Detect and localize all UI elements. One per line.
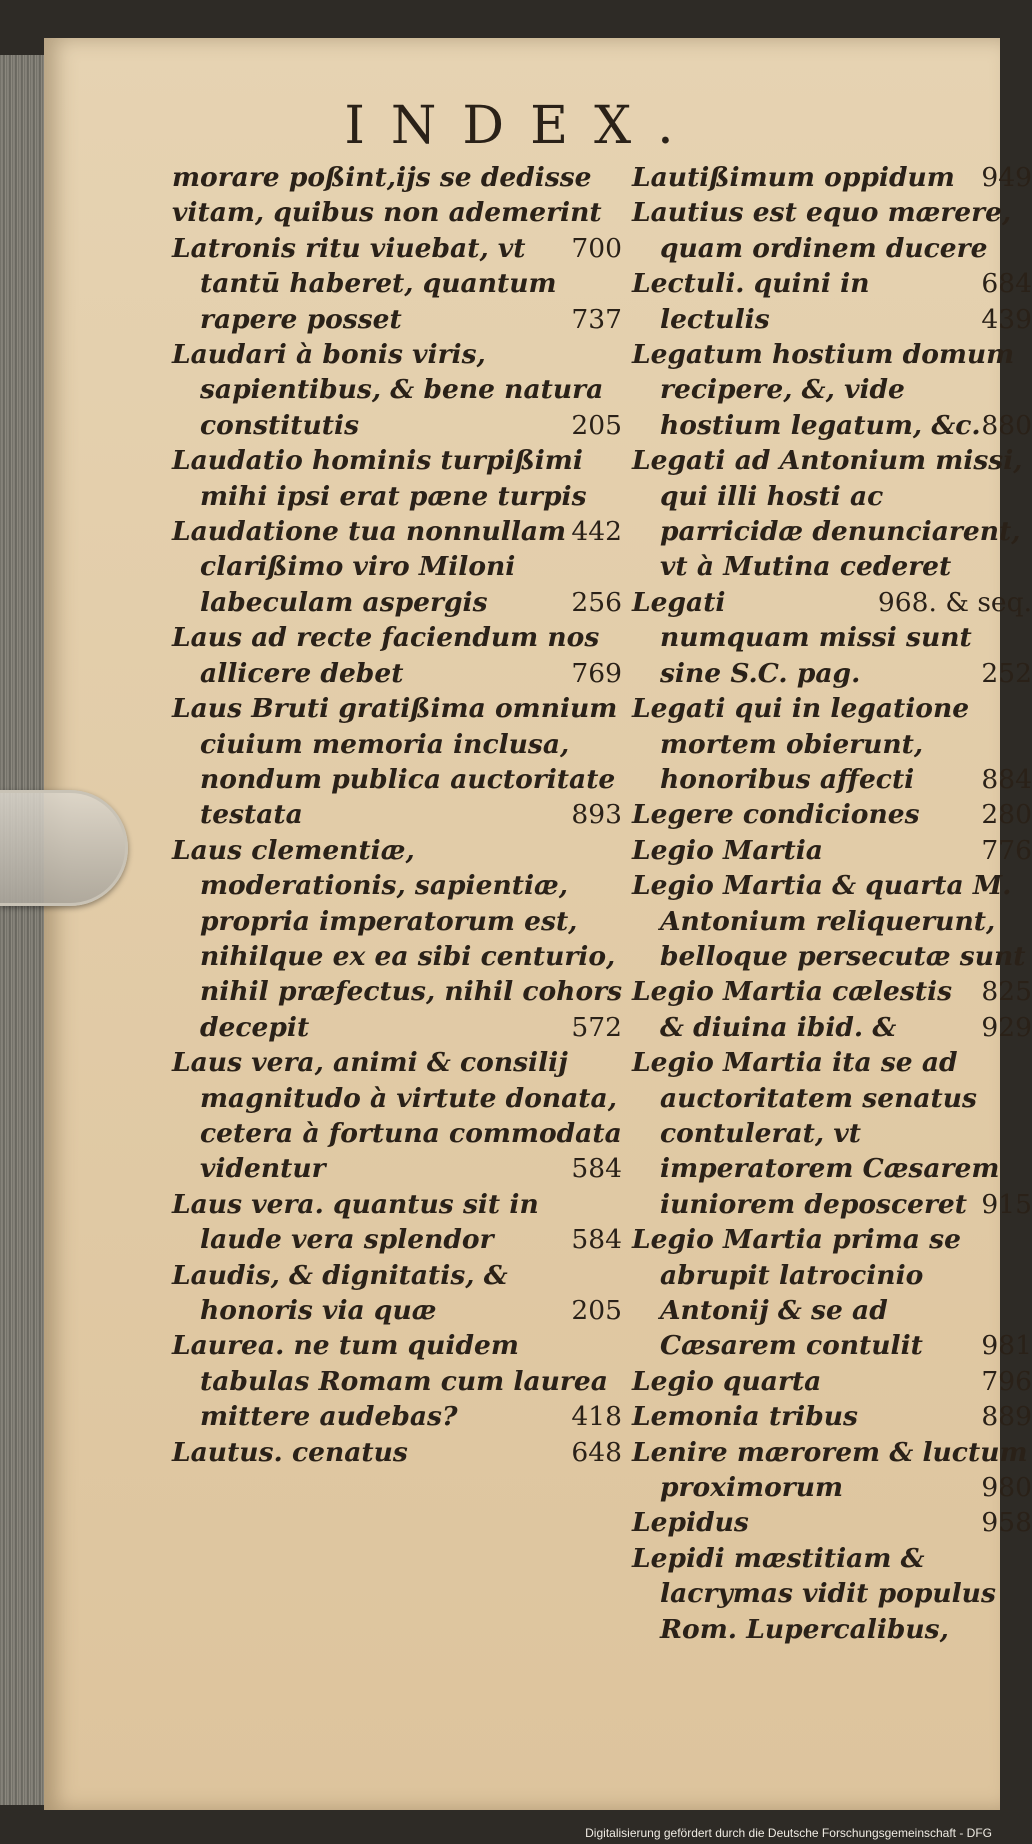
- footer-credit: Digitalisierung gefördert durch die Deutsche Forschungsgemeinschaft - DFG: [585, 1826, 992, 1840]
- page-title: INDEX.: [344, 96, 700, 156]
- entry-page: 915: [981, 1188, 1032, 1220]
- index-entry: [632, 266, 1032, 337]
- entry-text: Lenire mærorem & luctum proximorum: [632, 1436, 1028, 1504]
- entry-page: 442: [571, 516, 622, 548]
- entry-text: Lautißimum oppidum: [632, 162, 955, 193]
- entry-text: Legati qui in legatione mortem obierunt, honoribus affecti: [632, 693, 970, 795]
- entry-text: Latronis ritu viuebat, vt tantū haberet, quantum rapere posset: [172, 232, 557, 335]
- entry-text: Laudari à bonis viris, sapientibus, & bene natura constitutis: [172, 339, 604, 441]
- entry-page: 648: [571, 1436, 622, 1468]
- index-entry: [632, 1541, 1032, 1647]
- entry-page: 252: [981, 657, 1032, 689]
- entry-text: Laus vera. quantus sit in laude vera splendor: [172, 1188, 539, 1256]
- entry-text: Legio Martia: [632, 834, 823, 866]
- entry-page: 825: [981, 976, 1032, 1008]
- index-entry: [172, 337, 622, 443]
- entry-text: Legio quarta: [632, 1365, 822, 1397]
- index-entry: [172, 1187, 622, 1258]
- entry-page: 769: [571, 657, 622, 689]
- entry-page: 205: [571, 409, 622, 441]
- entry-text: Lepidi mæstitiam & lacrymas vidit populus Rom. Lupercalibus,: [632, 1542, 996, 1645]
- index-entry: [172, 1328, 622, 1434]
- entry-page: 572: [571, 1011, 622, 1043]
- index-column-left: [172, 160, 622, 1470]
- index-entry: [172, 691, 622, 833]
- entry-page: 889: [981, 1401, 1032, 1433]
- entry-text: Legio Martia ita se ad auctoritatem senatus contulerat, vt imperatorem Cæsarem iuniorem deposceret: [632, 1047, 1000, 1220]
- index-entry: [172, 160, 622, 264]
- index-entry: [632, 691, 1032, 797]
- index-entry: [172, 231, 622, 337]
- index-entry: [632, 1045, 1032, 1222]
- entry-text: Laudis, & dignitatis, & honoris via quæ: [172, 1259, 508, 1326]
- index-entry: [632, 1435, 1032, 1506]
- entry-page: 584: [571, 1224, 622, 1256]
- entry-text: Lemonia tribus: [632, 1401, 858, 1433]
- index-entry: [172, 514, 622, 620]
- entry-text: Laudatio hominis turpißimi mihi ipsi erat pæne turpis: [172, 445, 587, 512]
- entry-page: 958: [981, 1507, 1032, 1539]
- entry-text: Laus vera, animi & consilij magnitudo à virtute donata, cetera à fortuna commodata videntur: [172, 1047, 622, 1185]
- index-entry: [632, 443, 1032, 618]
- index-entry: [632, 1505, 1032, 1540]
- index-entry: [632, 868, 1032, 1008]
- entry-page: 418: [571, 1401, 622, 1433]
- index-entry: [632, 797, 1032, 832]
- entry-text: Legatum hostium domum recipere, &, vide hostium legatum, &c.: [632, 339, 1015, 441]
- entry-text: Lautus. cenatus: [172, 1436, 408, 1468]
- entry-text: Laurea. ne tum quidem tabulas Romam cum laurea mittere audebas?: [172, 1330, 608, 1433]
- index-entry: [172, 1258, 622, 1329]
- index-entry: [172, 1045, 622, 1187]
- entry-page: 893: [571, 799, 622, 831]
- entry-page: 700: [571, 232, 622, 264]
- entry-text: Laus ad recte faciendum nos allicere debet: [172, 622, 600, 689]
- entry-text: Legere condiciones: [632, 799, 920, 831]
- entry-text: Laudatione tua nonnullam clarißimo viro Miloni labeculam aspergis: [172, 516, 567, 618]
- index-entry: [172, 443, 622, 548]
- entry-page: 981: [981, 1330, 1032, 1362]
- entry-text: Legio Martia & quarta M. Antonium reliquerunt, belloque persecutæ sunt: [632, 870, 1026, 972]
- entry-text: Legio Martia prima se abrupit latrocinio Antonij & se ad Cæsarem contulit: [632, 1224, 961, 1362]
- entry-page: 949: [981, 162, 1032, 193]
- entry-text: Lepidus: [632, 1507, 749, 1539]
- entry-page: 980: [981, 1472, 1032, 1504]
- entry-page: 737: [571, 303, 622, 335]
- entry-page: 776: [981, 834, 1032, 866]
- entry-page: 929: [981, 1011, 1032, 1043]
- index-entry: [632, 1222, 1032, 1364]
- entry-page: 280: [981, 799, 1032, 831]
- entry-text: Laus Bruti gratißima omnium ciuium memoria inclusa, nondum publica auctoritate testata: [172, 693, 618, 831]
- entry-page: 584: [571, 1153, 622, 1185]
- index-entry: [632, 585, 1032, 691]
- index-entry: [632, 337, 1032, 443]
- entry-text: Legati ad Antonium missi, qui illi hosti ac parricidæ denunciarent, vt à Mutina cederet: [632, 445, 1023, 583]
- entry-page: 796: [981, 1365, 1032, 1397]
- index-entry: [172, 1435, 622, 1470]
- index-entry: [632, 1399, 1032, 1434]
- book-page: [44, 38, 1032, 1810]
- entry-page: 205: [571, 1295, 622, 1326]
- entry-page: 684: [981, 268, 1032, 300]
- entry-text: Lectuli. quini in lectulis: [632, 268, 870, 335]
- index-entry: [632, 1364, 1032, 1399]
- entry-text: Lautius est equo mærere, quam ordinem ducere: [632, 197, 1012, 264]
- entry-page: 884: [981, 763, 1032, 795]
- index-entry: [632, 195, 1032, 300]
- index-entry: [632, 974, 1032, 1045]
- index-entry: [172, 833, 622, 1045]
- entry-text: morare poßint,ijs se dedisse vitam, quibus non ademerint: [172, 162, 602, 229]
- index-entry: [632, 833, 1032, 868]
- index-entry: [172, 620, 622, 691]
- entry-text: Legati numquam missi sunt sine S.C. pag.: [632, 586, 972, 689]
- index-column-right: [632, 160, 1032, 1647]
- entry-page: 256: [571, 586, 622, 618]
- entry-page: 439: [981, 303, 1032, 335]
- index-entry: [632, 160, 1032, 195]
- entry-page: 880: [981, 409, 1032, 441]
- entry-page: 968. & seq.: [877, 586, 1032, 618]
- page-clip: [0, 790, 128, 906]
- entry-text: Laus clementiæ, moderationis, sapientiæ, propria imperatorum est, nihilque ex ea sibi centurio, nihil præfectus, nihil cohors decepit: [172, 834, 623, 1043]
- entry-text: Legio Martia cælestis & diuina ibid. &: [632, 976, 953, 1043]
